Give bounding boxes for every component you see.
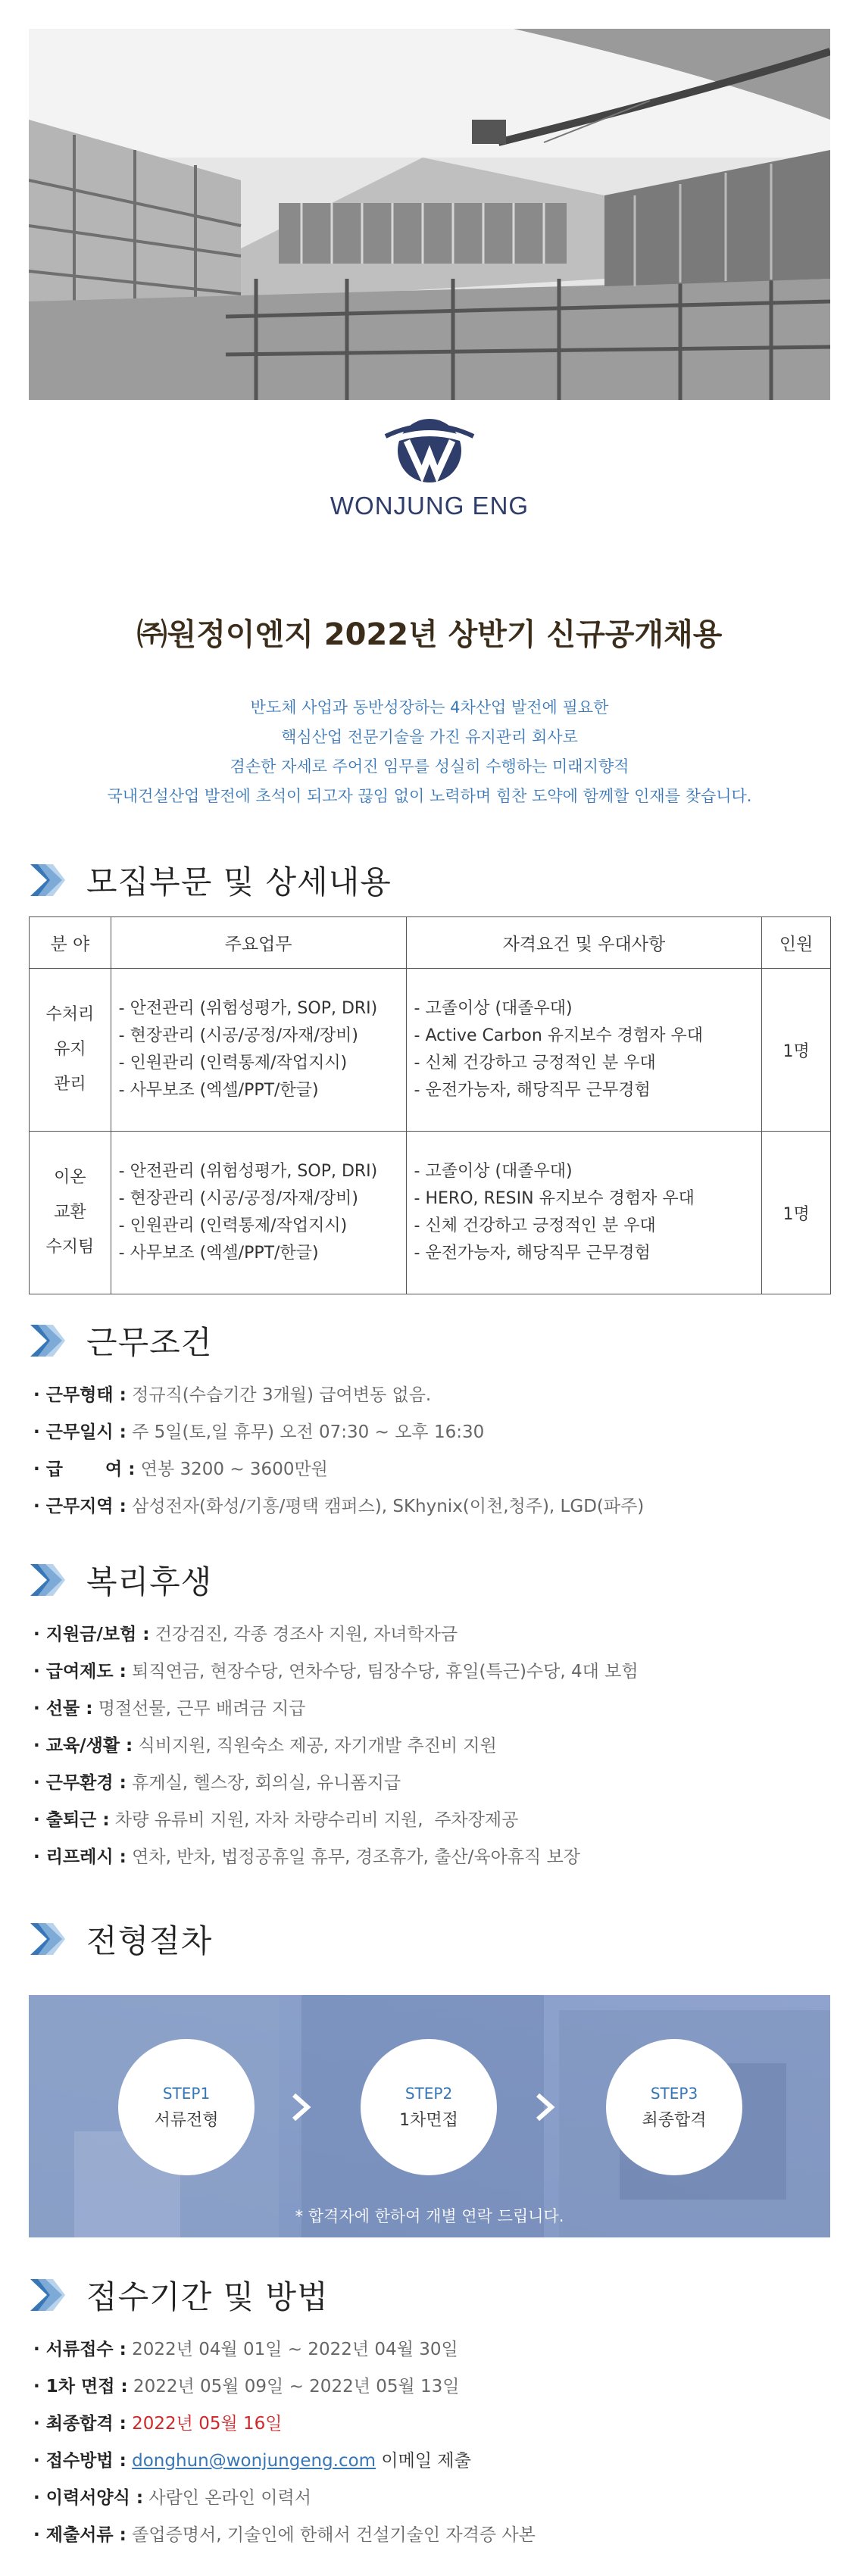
- table-header-row: [30, 917, 831, 969]
- intro-line: 겸손한 자세로 주어진 임무를 성실히 수행하는 미래지향적: [230, 757, 629, 776]
- step-circle: [361, 2039, 497, 2175]
- item-value: 2022년 05월 09일 ~ 2022년 05월 13일: [127, 2377, 460, 2396]
- step-name: 서류전형: [154, 2110, 219, 2130]
- step-number: STEP3: [650, 2084, 698, 2103]
- field-cell: [30, 969, 111, 1132]
- item-label: · 출퇴근 :: [33, 1810, 110, 1830]
- item-label: · 리프레시 :: [33, 1847, 127, 1867]
- item-value: 식비지원, 직원숙소 제공, 자기개발 추진비 지원: [133, 1736, 497, 1756]
- construction-site-photo: [29, 29, 830, 400]
- item-label: · 지원금/보험 :: [33, 1625, 150, 1644]
- section-title: 복리후생: [86, 1563, 213, 1600]
- step-name: 최종합격: [642, 2110, 707, 2130]
- chevron-right-icon: [29, 2276, 67, 2314]
- requirements-cell: [406, 1132, 762, 1294]
- list-item: [33, 2517, 536, 2554]
- list-item: [33, 2331, 536, 2368]
- intro-text: [0, 693, 859, 811]
- item-value: 건강검진, 각종 경조사 지원, 자녀학자금: [149, 1625, 458, 1644]
- item-label: · 최종합격 :: [33, 2414, 127, 2434]
- item-value: 2022년 05월 16일: [126, 2414, 283, 2434]
- chevron-right-icon: [29, 1920, 67, 1958]
- item-value: 주 5일(토,일 휴무) 오전 07:30 ~ 오후 16:30: [126, 1422, 485, 1442]
- step-number: STEP2: [405, 2084, 453, 2103]
- welfare-list: [33, 1616, 639, 1876]
- list-item: [33, 1802, 639, 1839]
- list-item: [33, 1616, 639, 1653]
- section-header-conditions: [29, 1318, 212, 1363]
- process-banner: [29, 1995, 830, 2237]
- table-header: 인원: [762, 917, 831, 969]
- email-link[interactable]: donghun@wonjungeng.com: [132, 2451, 376, 2471]
- conditions-list: [33, 1377, 644, 1525]
- list-item: [33, 1414, 644, 1451]
- list-item: [33, 2480, 536, 2517]
- field-cell: [30, 1132, 111, 1294]
- duty-item: - 현장관리 (시공/공정/자재/장비): [118, 1189, 359, 1208]
- item-label: · 근무일시 :: [33, 1422, 127, 1442]
- process-note: * 합격자에 한하여 개별 연락 드립니다.: [295, 2207, 564, 2225]
- headcount-cell: 1명: [762, 1132, 831, 1294]
- item-label: · 선물 :: [33, 1699, 93, 1719]
- item-value: 2022년 04월 01일 ~ 2022년 04월 30일: [126, 2340, 458, 2359]
- section-title: 모집부문 및 상세내용: [86, 863, 392, 901]
- item-label: · 교육/생활 :: [33, 1736, 133, 1756]
- field-line: 관리: [54, 1075, 86, 1094]
- section-title: 근무조건: [86, 1324, 213, 1361]
- page-title: ㈜원정이엔지 2022년 상반기 신규공개채용: [136, 617, 723, 652]
- item-label: · 근무형태 :: [33, 1385, 127, 1405]
- list-item: [33, 1728, 639, 1765]
- duties-cell: [111, 969, 406, 1132]
- intro-line: 핵심산업 전문기술을 가진 유지관리 회사로: [281, 728, 578, 746]
- wonjung-logo-icon: [384, 415, 475, 487]
- item-value: 명절선물, 근무 배려금 지급: [92, 1699, 306, 1719]
- hero-photo: [29, 29, 830, 400]
- requirement-item: - 운전가능자, 해당직무 근무경험: [414, 1081, 651, 1100]
- requirement-item: - 고졸이상 (대졸우대): [414, 1162, 573, 1181]
- step-number: STEP1: [162, 2084, 211, 2103]
- item-label: · 접수방법 :: [33, 2451, 127, 2471]
- duty-item: - 안전관리 (위험성평가, SOP, DRI): [118, 1162, 378, 1181]
- item-label: · 이력서양식 :: [33, 2488, 144, 2508]
- list-item: [33, 1488, 644, 1525]
- chevron-right-icon: [29, 1322, 67, 1360]
- duty-item: - 사무보조 (엑셀/PPT/한글): [118, 1244, 319, 1263]
- requirement-item: - Active Carbon 유지보수 경험자 우대: [414, 1026, 704, 1045]
- duty-item: - 현장관리 (시공/공정/자재/장비): [118, 1026, 359, 1045]
- company-logo: [0, 415, 859, 520]
- field-line: 수지팀: [45, 1238, 95, 1257]
- apply-list: [33, 2331, 536, 2554]
- item-value: 차량 유류비 지원, 자차 차량수리비 지원, 주차장제공: [109, 1810, 519, 1830]
- requirements-cell: [406, 969, 762, 1132]
- item-value: 삼성전자(화성/기흥/평택 캠퍼스), SKhynix(이천,청주), LGD(파주): [126, 1497, 645, 1516]
- duty-item: - 인원관리 (인력통제/작업지시): [118, 1216, 348, 1235]
- field-line: 교환: [54, 1203, 86, 1222]
- requirement-item: - 고졸이상 (대졸우대): [414, 999, 573, 1018]
- step-circle: [118, 2039, 255, 2175]
- item-label: · 서류접수 :: [33, 2340, 127, 2359]
- item-label: · 근무환경 :: [33, 1773, 127, 1793]
- item-value: 정규직(수습기간 3개월) 급여변동 없음.: [126, 1385, 432, 1405]
- item-value: 이메일 제출: [376, 2451, 471, 2471]
- table-header: 분 야: [30, 917, 111, 969]
- arrow-right-icon: [289, 2092, 312, 2122]
- item-label: · 1차 면접 :: [33, 2377, 128, 2396]
- duty-item: - 사무보조 (엑셀/PPT/한글): [118, 1081, 319, 1100]
- headcount-cell: 1명: [762, 969, 831, 1132]
- duties-cell: [111, 1132, 406, 1294]
- list-item: [33, 1839, 639, 1876]
- logo-text: WONJUNG ENG: [330, 492, 529, 520]
- arrow-right-icon: [533, 2092, 556, 2122]
- step-circle: [606, 2039, 742, 2175]
- intro-line: 반도체 사업과 동반성장하는 4차산업 발전에 필요한: [250, 698, 609, 717]
- list-item: [33, 1691, 639, 1728]
- step-name: 1차면접: [399, 2110, 458, 2130]
- list-item: [33, 2443, 536, 2480]
- chevron-right-icon: [29, 861, 67, 899]
- item-label: · 제출서류 :: [33, 2525, 127, 2545]
- chevron-right-icon: [29, 1561, 67, 1599]
- item-value: 연차, 반차, 법정공휴일 휴무, 경조휴가, 출산/육아휴직 보장: [126, 1847, 581, 1867]
- list-item: [33, 1653, 639, 1691]
- item-label: · 급여제도 :: [33, 1662, 127, 1681]
- requirement-item: - 운전가능자, 해당직무 근무경험: [414, 1244, 651, 1263]
- list-item: [33, 2406, 536, 2443]
- intro-line: 국내건설산업 발전에 초석이 되고자 끊임 없이 노력하며 힘찬 도약에 함께할 인재를 찾습니다.: [107, 787, 752, 805]
- table-row: [30, 969, 831, 1132]
- list-item: [33, 1765, 639, 1802]
- field-line: 이온: [54, 1168, 86, 1187]
- item-value: 퇴직연금, 현장수당, 연차수당, 팀장수당, 휴일(특근)수당, 4대 보험: [126, 1662, 639, 1681]
- table-row: [30, 1132, 831, 1294]
- recruit-table: [29, 916, 831, 1294]
- item-value: 사람인 온라인 이력서: [143, 2488, 311, 2508]
- item-value: 연봉 3200 ~ 3600만원: [135, 1460, 328, 1479]
- item-label: · 근무지역 :: [33, 1497, 127, 1516]
- requirement-item: - 신체 건강하고 긍정적인 분 우대: [414, 1054, 656, 1073]
- section-header-welfare: [29, 1557, 212, 1603]
- list-item: [33, 2368, 536, 2406]
- requirement-item: - 신체 건강하고 긍정적인 분 우대: [414, 1216, 656, 1235]
- list-item: [33, 1451, 644, 1488]
- section-title: 접수기간 및 방법: [86, 2278, 329, 2315]
- item-value: 휴게실, 헬스장, 회의실, 유니폼지급: [126, 1773, 401, 1793]
- section-header-recruit: [29, 857, 392, 903]
- field-line: 수처리: [45, 1005, 95, 1024]
- item-label: · 급 여 :: [33, 1460, 136, 1479]
- table-header: 자격요건 및 우대사항: [406, 917, 762, 969]
- section-header-apply: [29, 2272, 329, 2318]
- section-header-process: [29, 1916, 212, 1962]
- table-header: 주요업무: [111, 917, 406, 969]
- duty-item: - 인원관리 (인력통제/작업지시): [118, 1054, 348, 1073]
- field-line: 유지: [54, 1040, 86, 1059]
- item-value: 졸업증명서, 기술인에 한해서 건설기술인 자격증 사본: [126, 2525, 536, 2545]
- list-item: [33, 1377, 644, 1414]
- section-title: 전형절차: [86, 1922, 213, 1959]
- duty-item: - 안전관리 (위험성평가, SOP, DRI): [118, 999, 378, 1018]
- requirement-item: - HERO, RESIN 유지보수 경험자 우대: [414, 1189, 695, 1208]
